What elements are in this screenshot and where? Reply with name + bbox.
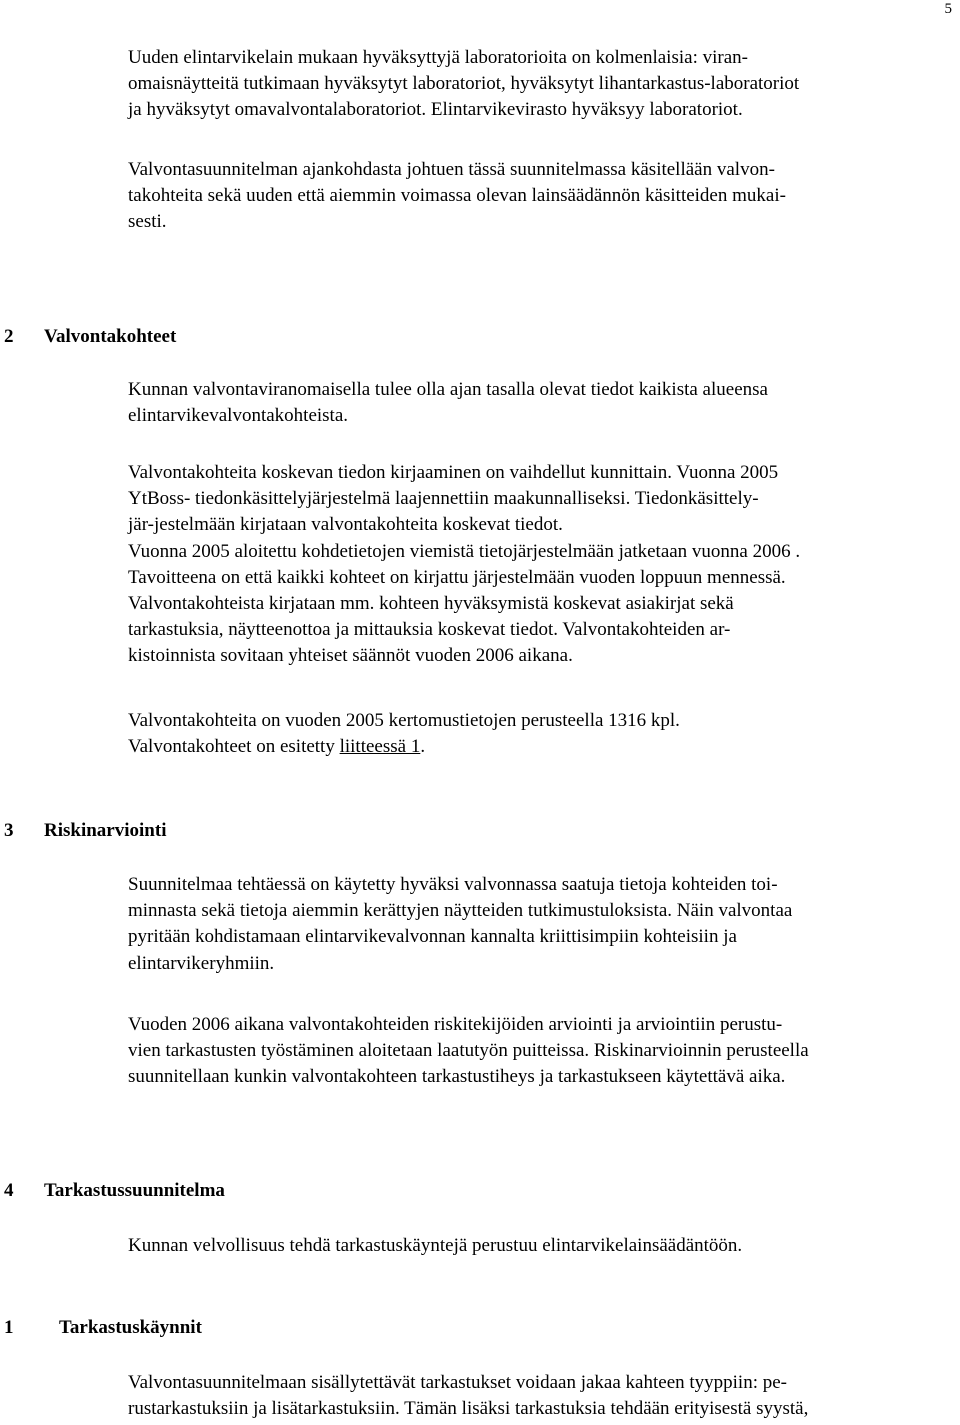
attachment-link[interactable]: liitteessä 1 — [339, 736, 421, 758]
intro-paragraph-2 — [128, 157, 960, 236]
section-4-paragraph-1 — [128, 1233, 960, 1259]
text-line: minnasta sekä tietoja aiemmin kerättyjen näytteiden tutkimustuloksista. Näin valvontaa — [128, 900, 793, 922]
text-line: Kunnan valvontaviranomaisella tulee olla ajan tasalla olevat tiedot kaikista alueensa — [128, 379, 768, 400]
section-heading-4 — [4, 1178, 225, 1204]
text-line: elintarvikeryhmiin. — [128, 952, 275, 974]
text-segment: Valvontakohteet on esitetty — [128, 736, 340, 758]
text-line: jär-jestelmään kirjataan valvontakohteita koskevat tiedot. — [128, 514, 563, 536]
section-number: 4 — [4, 1180, 14, 1201]
section-heading-2 — [4, 324, 176, 350]
text-segment: . — [420, 736, 426, 758]
subsection-1-paragraph-1 — [128, 1370, 960, 1422]
text-line: Vuoden 2006 aikana valvontakohteiden riskitekijöiden arviointi ja arviointiin perustu- — [128, 1014, 783, 1035]
section-title: Valvontakohteet — [44, 326, 177, 347]
intro-paragraph-1 — [128, 45, 960, 124]
section-2-paragraph-1 — [128, 377, 960, 429]
text-line: omaisnäytteitä tutkimaan hyväksytyt laboratoriot, hyväksytyt lihantarkastus-laboratoriot — [128, 73, 800, 95]
text-line: Valvontakohteista kirjataan mm. kohteen hyväksymistä koskevat asiakirjat sekä — [128, 593, 734, 615]
text-line: takohteita sekä uuden että aiemmin voimassa olevan lainsäädännön käsitteiden mukai- — [128, 185, 786, 207]
text-line: Valvontakohteita koskevan tiedon kirjaaminen on vaihdellut kunnittain. Vuonna 2005 — [128, 462, 779, 483]
text-line: pyritään kohdistamaan elintarvikevalvonnan kannalta kriittisimpiin kohteisiin ja — [128, 926, 737, 948]
text-line: elintarvikevalvontakohteista. — [128, 405, 349, 427]
text-line: Suunnitelmaa tehtäessä on käytetty hyväksi valvonnassa saatuja tietoja kohteiden toi- — [128, 874, 778, 895]
section-2-paragraph-2 — [128, 460, 960, 670]
text-line: rustarkastuksiin ja lisätarkastuksiin. Tämän lisäksi tarkastuksia tehdään erityisestä syystä, — [128, 1398, 809, 1420]
text-line: Vuonna 2005 aloitettu kohdetietojen viemistä tietojärjestelmään jatketaan vuonna 2006 . — [128, 540, 801, 562]
text-line: YtBoss- tiedonkäsittelyjärjestelmä laajennettiin maakunnalliseksi. Tiedonkäsittely- — [128, 488, 759, 510]
subsection-heading-1 — [4, 1315, 202, 1341]
text-line: Valvontakohteita on vuoden 2005 kertomustietojen perusteella 1316 kpl. — [128, 710, 680, 731]
section-heading-3 — [4, 818, 166, 844]
section-number: 1 — [4, 1317, 14, 1338]
section-number: 3 — [4, 820, 14, 841]
text-line: Tavoitteena on että kaikki kohteet on kirjattu järjestelmään vuoden loppuun mennessä. — [128, 566, 786, 588]
text-line: suunnitellaan kunkin valvontakohteen tarkastustiheys ja tarkastukseen käytettävä aika. — [128, 1066, 786, 1088]
page-number: 5 — [944, 1, 952, 17]
text-line: Kunnan velvollisuus tehdä tarkastuskäyntejä perustuu elintarvikelainsäädäntöön. — [128, 1235, 743, 1256]
text-line — [128, 734, 960, 760]
section-number: 2 — [4, 326, 14, 347]
text-line: sesti. — [128, 211, 167, 233]
text-line: vien tarkastusten työstäminen aloitetaan laatutyön puitteissa. Riskinarvioinnin perusteella — [128, 1040, 809, 1062]
text-line: ja hyväksytyt omavalvontalaboratoriot. Elintarvikevirasto hyväksyy laboratoriot. — [128, 99, 743, 121]
section-title: Tarkastussuunnitelma — [44, 1180, 225, 1201]
section-3-paragraph-2 — [128, 1012, 960, 1091]
text-line: tarkastuksia, näytteenottoa ja mittauksia koskevat tiedot. Valvontakohteiden ar- — [128, 619, 731, 641]
text-line: Valvontasuunnitelman ajankohdasta johtuen tässä suunnitelmassa käsitellään valvon- — [128, 159, 775, 180]
section-2-paragraph-3 — [128, 708, 960, 760]
text-line: Valvontasuunnitelmaan sisällytettävät tarkastukset voidaan jakaa kahteen tyyppiin: pe- — [128, 1372, 787, 1393]
text-line: Uuden elintarvikelain mukaan hyväksyttyjä laboratorioita on kolmenlaisia: viran- — [128, 47, 748, 68]
section-3-paragraph-1 — [128, 872, 960, 977]
section-title: Tarkastuskäynnit — [59, 1317, 202, 1338]
text-line: kistoinnista sovitaan yhteiset säännöt vuoden 2006 aikana. — [128, 645, 573, 667]
section-title: Riskinarviointi — [44, 820, 167, 841]
